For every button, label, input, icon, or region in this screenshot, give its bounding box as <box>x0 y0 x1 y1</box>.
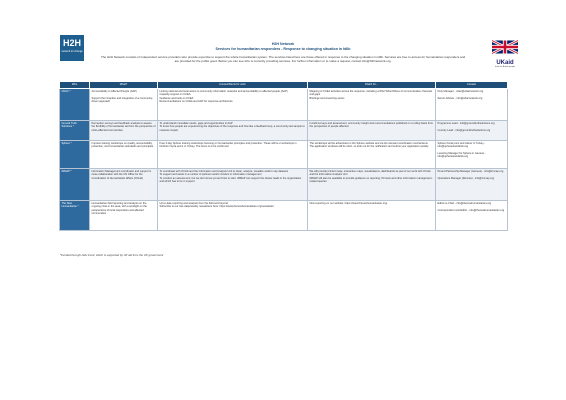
cell-text-line: Support the inception and integration of a community-driven approach <box>91 96 154 103</box>
cell-contact <box>436 169 508 201</box>
header-who: Who <box>60 82 90 89</box>
h2h-logo-subtext: network for change <box>61 50 83 53</box>
cell-text-line[interactable]: Sphere Focal point and trainer in Turkey - info@spherestandards.org <box>437 142 486 149</box>
table-body <box>60 89 508 231</box>
cell-who: The New Humanitarian * <box>60 201 90 231</box>
cell-text-line: iMMAP will also be available to provide guidance on reporting, IM tools and other information management-related queries <box>309 176 433 183</box>
cell-text-line: Subscribe to our free daily/weekly newsletters here: https://www.thenewhumanitarian.org/newsletter <box>159 205 274 209</box>
cell-text-line: We will provide printed maps, interactive maps, visualizations, dashboards as part of our work with OCHA and the Information Analysis Unit <box>309 170 431 177</box>
ukaid-text: UKaid <box>496 60 514 66</box>
cell-context <box>158 141 308 169</box>
services-table <box>59 81 508 231</box>
cell-text-line: In-field surveys and assessment, community insight and recommendations published on a rolling basis from the perspective of people affected <box>309 122 434 129</box>
cell-watch <box>308 141 436 169</box>
table-row <box>60 141 508 169</box>
cell-what <box>90 141 158 169</box>
cell-watch <box>308 169 436 201</box>
cell-text-line[interactable]: Editor-in-Chief - info@thenewhumanitarian.org <box>437 202 492 205</box>
document-subtitle: Services for humanitarian responders - Response to changing situation in Idlib <box>215 47 351 51</box>
cell-text-line[interactable]: Operations Manager (Remote) - info@immap.org <box>437 176 495 180</box>
cell-what <box>90 121 158 141</box>
cell-text-line: To support and assist in a number of partners and/or clusters in information management <box>159 173 262 177</box>
cell-who: Sphere * <box>60 141 90 169</box>
cell-context <box>158 201 308 231</box>
cell-text-line: Briefings and a learning series <box>309 96 345 100</box>
cell-text-line[interactable]: Learning Manager for Sphere in Geneva - info@spherestandards.org <box>437 151 486 159</box>
table-row <box>60 169 508 201</box>
cell-text-line: To conduct an assessment, but we don't know yet and how to start. iMMAP can support the cluster leads in the organization and which has to be in support <box>159 176 302 183</box>
cell-context <box>158 121 308 141</box>
ukaid-logo <box>492 40 518 66</box>
cell-text-line[interactable]: Programme Lead - info@groundtruthsolutions.org <box>437 122 495 125</box>
header-contact: Contact <box>436 82 508 89</box>
table-row <box>60 89 508 121</box>
cell-text-line: Recommendations on CCEA and AAP for response architecture <box>159 99 233 103</box>
cell-text-line: Guidance and tools on CCEA <box>159 96 194 100</box>
cell-text-line: To understand immediate needs, gaps and opportunities in AAP <box>159 122 233 125</box>
cell-what <box>90 89 158 121</box>
cell-who: CDAC * <box>60 89 90 121</box>
cell-what <box>90 169 158 201</box>
cell-text-line[interactable]: Country Lead - info@groundtruthsolutions.org <box>437 128 491 132</box>
h2h-logo <box>60 35 84 61</box>
union-jack-flag-icon <box>492 40 518 54</box>
table-row <box>60 201 508 231</box>
footnote: *Funded through H2H Fund, which is supported by UK aid from the UK government <box>60 253 164 257</box>
header-what: What? <box>90 82 158 89</box>
cell-text-line: Information Management coordinator and support in close collaboration with the UN Office for the Coordination of Humanitarian Affairs (OCHA) <box>91 170 152 180</box>
h2h-logo-text: H2H <box>62 38 81 48</box>
cell-watch <box>308 89 436 121</box>
cell-contact <box>436 141 508 169</box>
cell-context <box>158 89 308 121</box>
cell-who: iMMAP * <box>60 169 90 201</box>
cell-text-line: The workshops will be advertised on the Sphere website and via the relevant coordination mechanisms. The application windows will be short, so look out for the notification and submit your application quickly. <box>309 142 429 149</box>
cell-text-line: To know how people are experiencing the objectives of the response and how like a feedback loop, a community-led sample to measure impact <box>159 125 305 132</box>
cell-watch <box>308 201 436 231</box>
cell-text-line: Mapping of CCEA activities across the response, including a Who What Where of communication channels and gaps <box>309 90 433 97</box>
header-watch: Watch for... <box>308 82 436 89</box>
cell-text-line: To coordinate with OCHA and the Information and Analysis Unit to clean, analyze, visualize and/or map datasets <box>159 170 289 173</box>
cell-text-line[interactable]: IM and Partnership Manager (Geneva) - info@immap.org <box>437 170 504 173</box>
cell-text-line: Humanitarian field reporting and analysis on the ongoing crisis in the area, with a spotlight on the perspectives of local responders and affected communities <box>91 202 147 215</box>
cell-text-line[interactable]: Duty Manager - cdac@cdacnetwork.org <box>437 90 484 93</box>
cell-text-line: Accountability to Affected People (AAP) <box>91 90 137 93</box>
cell-contact <box>436 89 508 121</box>
cell-contact <box>436 121 508 141</box>
cell-text-line[interactable]: Correspondent and Editor - info@thenewhumanitarian.org <box>437 208 505 212</box>
cell-text-line[interactable]: Senior Advisor - info@cdacnetwork.org <box>437 96 483 100</box>
cell-contact <box>436 201 508 231</box>
table-row <box>60 121 508 141</box>
cell-text-line: Capacity support on CCEA <box>159 93 191 97</box>
ukaid-subtext: from the British people <box>494 66 515 68</box>
cell-text-line: Up-to-date reporting and analysis from the field and beyond <box>159 202 228 205</box>
cell-watch <box>308 121 436 141</box>
header-context: Context/Remit for work <box>158 82 308 89</box>
cell-who: Ground Truth Solutions * <box>60 121 90 141</box>
intro-paragraph: The H2H Network consists of independent service providers who provide expertise to support the whole humanitarian system. The services listed here are those offered in response to the changing situation in Idlib. Services are free to access for humanitarian responders and are provided for the public good. Below you can see who is currently providing services. For further information or to make a request, contact info@h2hnetwork.org. <box>100 55 466 64</box>
cell-text-line: Perception surveys and feedback analysis to assess the flexibility of humanitarian aid from the perspective of crisis-affected communities <box>91 122 156 132</box>
cell-text-line: Linking national and local actors to community information networks and accountability to affected people (AAP) <box>159 90 288 93</box>
cell-text-line: New reporting on our website: https://www.thenewhumanitarian.org/ <box>309 202 388 205</box>
cell-context <box>158 169 308 201</box>
cell-text-line: Free 3-day Sphere training workshops focusing on humanitarian principles and protection. These will be 2 workshops in Northern Syria and 1 in Turkey. The focus is to be confirmed. <box>159 142 297 149</box>
table-header-row <box>60 82 508 89</box>
cell-what <box>90 201 158 231</box>
cell-text-line: Improve training workshops on quality, accountability, protection, and humanitarian standards and principles <box>91 142 154 149</box>
document-title: H2H Network <box>271 42 295 46</box>
